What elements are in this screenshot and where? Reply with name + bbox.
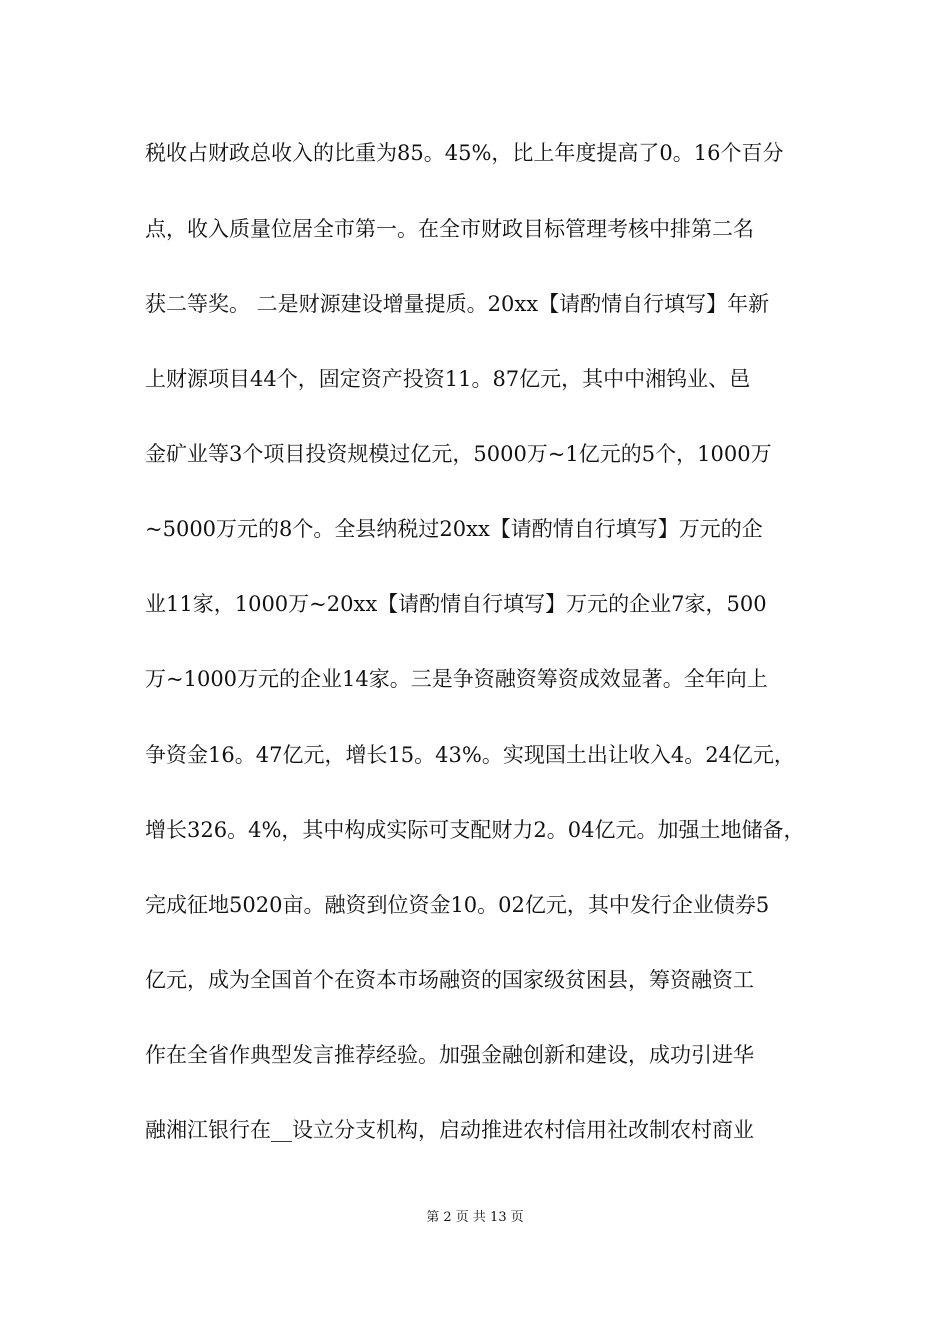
body-text-line: 上财源项目44个，固定资产投资11。87亿元，其中中湘钨业、邑 xyxy=(145,367,751,391)
body-text-line: 金矿业等3个项目投资规模过亿元，5000万~1亿元的5个，1000万 xyxy=(145,442,772,466)
body-text-line: 融湘江银行在__设立分支机构，启动推进农村信用社改制农村商业 xyxy=(145,1118,754,1142)
body-text-line: 点，收入质量位居全市第一。在全市财政目标管理考核中排第二名 xyxy=(145,217,754,241)
page-number-footer: 第 2 页 共 13 页 xyxy=(426,1210,524,1225)
body-text-line: 争资金16。47亿元，增长15。43%。实现国土出让收入4。24亿元， xyxy=(145,743,795,767)
body-text-line: 亿元，成为全国首个在资本市场融资的国家级贫困县，筹资融资工 xyxy=(145,968,754,992)
body-text-line: ~5000万元的8个。全县纳税过20xx【请酌情自行填写】万元的企 xyxy=(145,517,763,541)
body-text-line: 完成征地5020亩。融资到位资金10。02亿元，其中发行企业债券5 xyxy=(145,893,770,917)
body-text-line: 获二等奖。 二是财源建设增量提质。20xx【请酌情自行填写】年新 xyxy=(145,292,770,316)
body-text-line: 万~1000万元的企业14家。三是争资融资筹资成效显著。全年向上 xyxy=(145,667,768,691)
body-text-line: 作在全省作典型发言推荐经验。加强金融创新和建设，成功引进华 xyxy=(145,1043,754,1067)
body-text-line: 税收占财政总收入的比重为85。45%，比上年度提高了0。16个百分 xyxy=(145,141,784,165)
body-text-line: 增长326。4%，其中构成实际可支配财力2。04亿元。加强土地储备， xyxy=(145,818,805,842)
body-text-line: 业11家，1000万~20xx【请酌情自行填写】万元的企业7家，500 xyxy=(145,592,767,616)
